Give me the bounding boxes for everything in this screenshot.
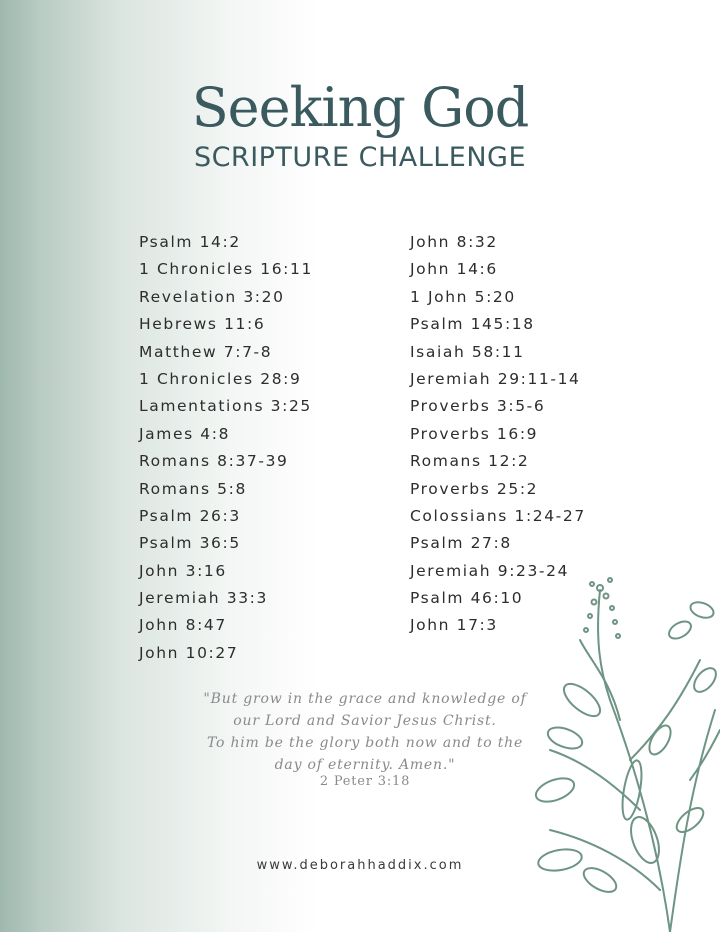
scripture-item: Jeremiah 29:11-14 (410, 369, 581, 388)
scripture-item: John 17:3 (410, 616, 498, 635)
scripture-item: Psalm 36:5 (139, 534, 241, 553)
scripture-item: Romans 8:37-39 (139, 452, 289, 471)
scripture-item: Psalm 26:3 (139, 506, 241, 525)
scripture-item: Psalm 27:8 (410, 534, 512, 553)
scripture-item: John 10:27 (139, 643, 239, 662)
scripture-item: Proverbs 25:2 (410, 479, 539, 498)
scripture-item: 1 Chronicles 16:11 (139, 260, 313, 279)
quote-line: "But grow in the grace and knowledge of (203, 691, 527, 707)
scripture-item: Hebrews 11:6 (139, 315, 266, 334)
page-title: Seeking God (191, 76, 529, 139)
quote-line: our Lord and Savior Jesus Christ. (233, 713, 497, 729)
scripture-item: Psalm 145:18 (410, 315, 535, 334)
website-link[interactable]: www.deborahhaddix.com (256, 858, 464, 873)
scripture-item: 1 John 5:20 (410, 287, 516, 306)
scripture-item: Revelation 3:20 (139, 287, 285, 306)
scripture-item: Psalm 14:2 (139, 233, 241, 251)
scripture-item: John 8:32 (410, 233, 498, 251)
scripture-item: Jeremiah 9:23-24 (410, 561, 570, 580)
scripture-item: John 3:16 (139, 561, 227, 580)
quote-line: To him be the glory both now and to the (206, 735, 524, 751)
scripture-item: Lamentations 3:25 (139, 397, 312, 416)
scripture-item: Isaiah 58:11 (410, 342, 525, 361)
floral-branch-icon (520, 560, 720, 932)
scripture-item: Matthew 7:7-8 (139, 342, 273, 361)
page-subtitle: SCRIPTURE CHALLENGE (193, 142, 527, 173)
quote-text (180, 688, 550, 776)
scripture-item: Jeremiah 33:3 (139, 589, 268, 608)
quote-reference: 2 Peter 3:18 (319, 774, 411, 789)
scripture-item: John 8:47 (139, 616, 227, 635)
scripture-item: Psalm 46:10 (410, 589, 524, 608)
scripture-item: 1 Chronicles 28:9 (139, 369, 302, 388)
scripture-item: Romans 5:8 (139, 479, 247, 498)
scripture-item: John 14:6 (410, 260, 498, 279)
scripture-item: Romans 12:2 (410, 452, 530, 471)
scripture-item: Colossians 1:24-27 (410, 506, 586, 525)
scripture-item: James 4:8 (139, 424, 231, 443)
scripture-list-left (139, 229, 313, 667)
quote-line: day of eternity. Amen." (274, 757, 456, 773)
scripture-item: Proverbs 3:5-6 (410, 397, 546, 416)
scripture-item: Proverbs 16:9 (410, 424, 539, 443)
